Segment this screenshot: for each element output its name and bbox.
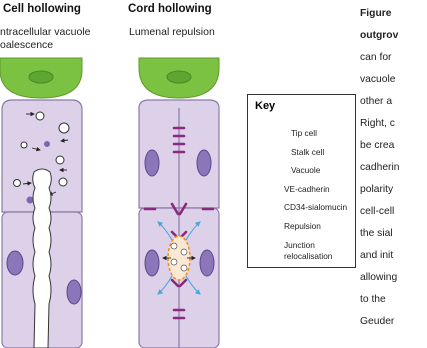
- vacuole: [56, 156, 64, 164]
- vacuole: [59, 178, 67, 186]
- stalk-nucleus-large: [145, 250, 159, 276]
- key-label-relocalisation: relocalisation: [284, 251, 333, 261]
- caption-line: to the: [360, 294, 386, 305]
- vacuole: [59, 123, 69, 133]
- vacuole: [36, 112, 44, 120]
- stalk-nucleus-large: [67, 280, 81, 304]
- key-label-stalk-cell: Stalk cell: [291, 147, 325, 157]
- stalk-nucleus: [44, 141, 50, 147]
- caption-line: other a: [360, 96, 393, 107]
- caption-line: and init: [360, 250, 394, 261]
- key-title: Key: [255, 100, 276, 112]
- cell-hollowing-subtitle-2: oalescence: [0, 39, 54, 51]
- caption-line: be crea: [360, 140, 395, 151]
- caption-line: can for: [360, 52, 392, 63]
- stalk-nucleus-large: [200, 250, 214, 276]
- caption-line: cadherin: [360, 162, 400, 173]
- caption-line: polarity: [360, 184, 394, 195]
- tip-cell-nucleus: [167, 71, 191, 83]
- vacuole: [21, 142, 27, 148]
- key-label-junction: Junction: [284, 240, 315, 250]
- stalk-nucleus-large: [145, 150, 159, 176]
- caption-line: outgrov: [360, 30, 399, 41]
- cord-hollowing-subtitle: Lumenal repulsion: [129, 26, 215, 38]
- stalk-nucleus-large: [197, 150, 211, 176]
- cell-hollowing-subtitle-1: ntracellular vacuole: [0, 26, 91, 38]
- cord-hollowing-panel: [139, 58, 219, 348]
- caption-line: cell-cell: [360, 206, 395, 217]
- cell-hollowing-panel: [0, 58, 82, 348]
- stalk-nucleus: [27, 197, 34, 204]
- caption-line: vacuole: [360, 74, 396, 85]
- tip-cell-nucleus: [29, 71, 53, 83]
- caption-line: the sial: [360, 228, 393, 239]
- coalesced-vacuole-lumen: [33, 169, 52, 348]
- key-label-repulsion: Repulsion: [284, 221, 321, 231]
- cord-hollowing-title: Cord hollowing: [128, 3, 212, 15]
- caption-line: allowing: [360, 272, 398, 283]
- key-label-vacuole: Vacuole: [291, 165, 321, 175]
- cell-hollowing-title: Cell hollowing: [3, 3, 81, 15]
- vacuole: [14, 180, 21, 187]
- key-label-ve-cadherin: VE-cadherin: [284, 184, 330, 194]
- key-label-tip-cell: Tip cell: [291, 128, 317, 138]
- stalk-nucleus-large: [7, 251, 23, 275]
- key-label-cd34: CD34-sialomucin: [284, 202, 348, 212]
- caption-line: Right, c: [360, 118, 395, 129]
- caption-line: Figure: [360, 8, 392, 19]
- cd34-lumen: [168, 236, 190, 280]
- caption-line: Geuder: [360, 316, 395, 327]
